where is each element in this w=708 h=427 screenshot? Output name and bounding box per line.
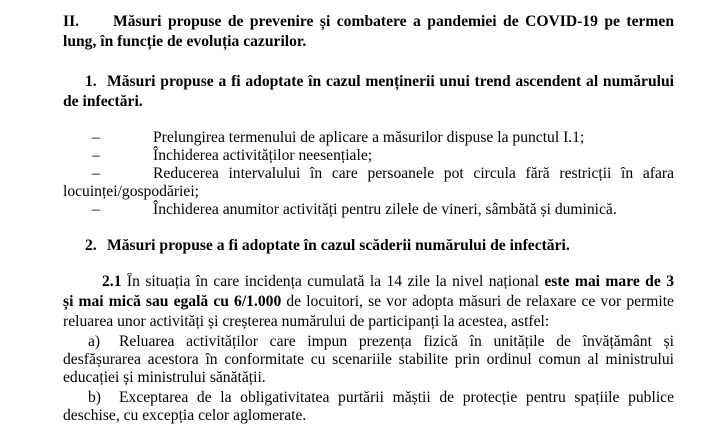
paragraph-label: 2.1 xyxy=(102,273,122,290)
item-label: b) xyxy=(88,389,101,406)
subsection1-title-line1: Măsuri propuse a fi adoptate în cazul menținerii unui trend ascendent al numărului xyxy=(107,73,674,90)
item-label: a) xyxy=(88,333,101,350)
bullet-dash: – xyxy=(92,147,100,164)
bullet-text: Închiderea anumitor activități pentru zilele de vineri, sâmbătă și duminică. xyxy=(153,201,617,218)
paragraph-2-1-text xyxy=(102,273,674,291)
paragraph-bold-text: este mai mare de 3 xyxy=(544,273,674,290)
bullet-text: Prelungirea termenului de aplicare a măsurilor dispuse la punctul I.1; xyxy=(153,129,585,146)
item-text: deschise, cu excepția celor aglomerate. xyxy=(63,407,307,424)
paragraph-text: reluarea unor activități și creșterea numărului de participanți la acestea, astfel: xyxy=(63,313,550,330)
item-text: Reluarea activităților care impun prezența fizică în unitățile de învățământ și xyxy=(119,333,674,350)
subsection1-title-line2: de infectări. xyxy=(63,93,143,110)
subsection2-number: 2. xyxy=(85,237,97,254)
bullet-text: Închiderea activităților neesențiale; xyxy=(153,147,373,164)
item-text: Exceptarea de la obligativitatea purtării măștii de protecție pentru spațiile publice xyxy=(119,389,674,406)
section-number: II. xyxy=(63,13,80,30)
bullet-dash: – xyxy=(92,201,100,218)
paragraph-text: În situația în care incidența cumulată la 14 zile la nivel național xyxy=(121,273,545,290)
section-title-line2: lung, în funcție de evoluția cazurilor. xyxy=(63,33,307,50)
section-title-line1: Măsuri propuse de prevenire și combatere a pandemiei de COVID-19 pe termen xyxy=(113,13,674,30)
item-text: desfășurarea acestora în conformitate cu scenariile stabilite prin ordinul comun al ministrului xyxy=(63,351,674,368)
paragraph-text: de locuitori, se vor adopta măsuri de relaxare ce vor permite xyxy=(281,293,674,310)
bullet-text: Reducerea intervalului în care persoanele pot circula fără restricții în afara xyxy=(153,165,674,182)
subsection1-number: 1. xyxy=(85,73,97,90)
paragraph-2-1-text xyxy=(63,293,674,311)
paragraph-bold-text: și mai mică sau egală cu 6/1.000 xyxy=(63,293,282,310)
subsection2-title: Măsuri propuse a fi adoptate în cazul scăderii numărului de infectări. xyxy=(107,237,570,254)
bullet-dash: – xyxy=(92,165,100,182)
bullet-dash: – xyxy=(92,129,100,146)
bullet-text-continuation: locuinței/gospodăriei; xyxy=(63,183,199,200)
item-text: educației și ministrului sănătății. xyxy=(63,369,266,386)
